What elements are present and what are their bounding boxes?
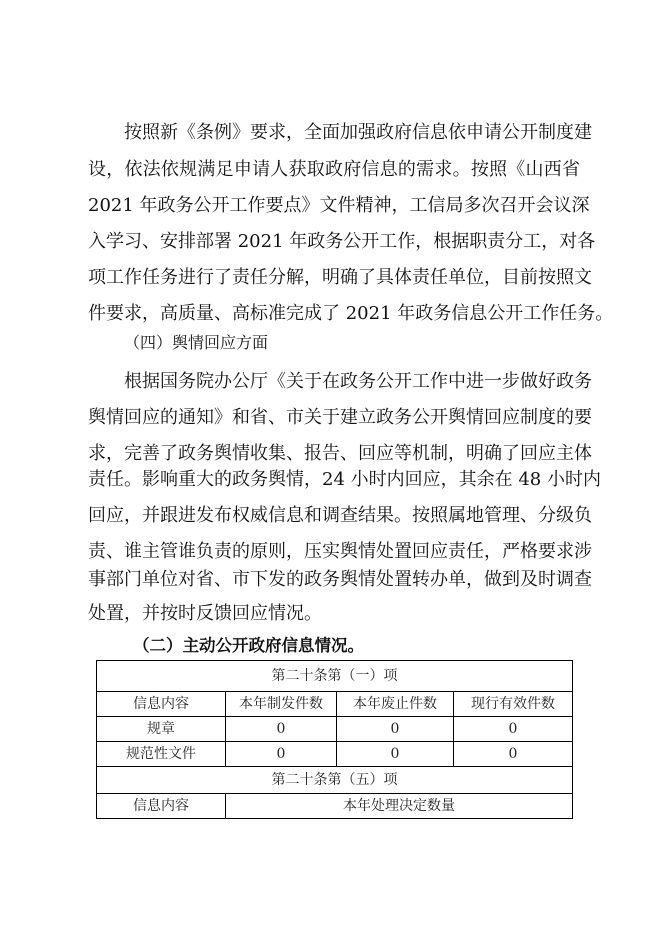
- disclosure-table: [96, 660, 573, 819]
- table-row: [97, 717, 573, 742]
- paragraph-2-line-2: 舆情回应的通知》和省、市关于建立政务公开舆情回应制度的要: [88, 407, 592, 428]
- section-heading-proactive-disclosure: （二）主动公开政府信息情况。: [133, 636, 364, 655]
- table-header-cell: 现行有效件数: [454, 692, 573, 717]
- table-header-cell: 信息内容: [97, 692, 226, 717]
- table-header-cell: 本年处理决定数量: [226, 794, 573, 819]
- table-header-row: [97, 692, 573, 717]
- table-cell: 0: [337, 742, 454, 767]
- table-cell: 0: [226, 742, 337, 767]
- paragraph-2-line-8: 处置，并按时反馈回应情况。: [88, 603, 322, 624]
- section-heading-public-opinion: （四）舆情回应方面: [124, 333, 269, 352]
- paragraph-1-line-5: 项工作任务进行了责任分解，明确了具体责任单位，目前按照文: [88, 267, 592, 288]
- paragraph-1-line-3: 2021 年政务公开工作要点》文件精神，工信局多次召开会议深: [88, 195, 590, 216]
- table-cell: 规章: [97, 717, 226, 742]
- paragraph-1-line-6: 件要求，高质量、高标准完成了 2021 年政务信息公开工作任务。: [88, 303, 614, 324]
- paragraph-1-line-1: 按照新《条例》要求，全面加强政府信息依申请公开制度建: [124, 122, 592, 143]
- paragraph-1-line-2: 设，依法依规满足申请人获取政府信息的需求。按照《山西省: [88, 159, 580, 180]
- table-header-row: [97, 794, 573, 819]
- table-header-cell: 本年废止件数: [337, 692, 454, 717]
- paragraph-2-line-3: 求，完善了政务舆情收集、报告、回应等机制，明确了回应主体: [88, 443, 592, 464]
- paragraph-2-line-4: 责任。影响重大的政务舆情，24 小时内回应，其余在 48 小时内: [88, 469, 601, 490]
- table-cell: 0: [454, 742, 573, 767]
- table-cell: 0: [337, 717, 454, 742]
- paragraph-2-line-5: 回应，并跟进发布权威信息和调查结果。按照属地管理、分级负: [88, 505, 592, 526]
- table-header-cell: 信息内容: [97, 794, 226, 819]
- paragraph-2-line-6: 责、谁主管谁负责的原则，压实舆情处置回应责任，严格要求涉: [88, 541, 592, 562]
- table-header-cell: 本年制发件数: [226, 692, 337, 717]
- table-cell: 规范性文件: [97, 742, 226, 767]
- table-section-title-item-5: 第二十条第（五）项: [97, 767, 573, 794]
- table-section-title-item-1: 第二十条第（一）项: [97, 661, 573, 692]
- paragraph-2-line-1: 根据国务院办公厅《关于在政务公开工作中进一步做好政务: [124, 371, 592, 392]
- table-cell: 0: [226, 717, 337, 742]
- table-row: [97, 742, 573, 767]
- table-cell: 0: [454, 717, 573, 742]
- paragraph-2-line-7: 事部门单位对省、市下发的政务舆情处置转办单，做到及时调查: [88, 569, 592, 590]
- paragraph-1-line-4: 入学习、安排部署 2021 年政务公开工作，根据职责分工，对各: [88, 231, 596, 252]
